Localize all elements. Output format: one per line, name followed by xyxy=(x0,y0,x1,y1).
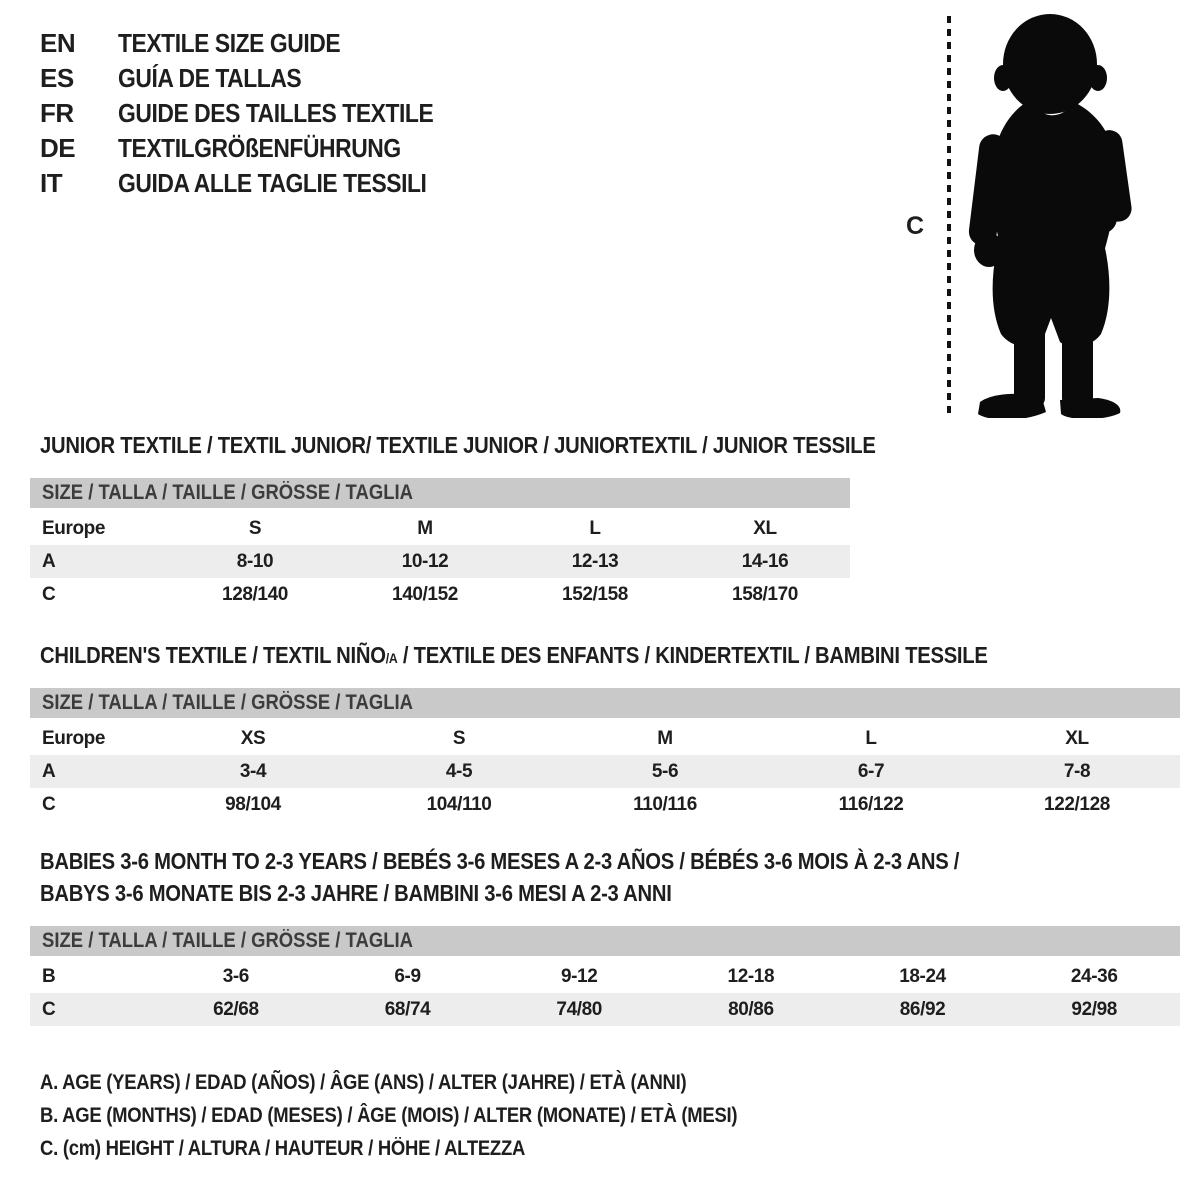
table-row-height xyxy=(30,578,850,611)
cell: 74/80 xyxy=(556,998,602,1020)
lang-title: GUÍA DE TALLAS xyxy=(118,63,302,93)
table-row-months xyxy=(30,960,1180,993)
legend-text: A. AGE (YEARS) / EDAD (AÑOS) / ÂGE (ANS) / ALTER (JAHRE) / ETÀ (ANNI) xyxy=(40,1070,687,1094)
cell: 18-24 xyxy=(899,965,946,987)
row-label: Europe xyxy=(42,517,106,539)
cell: S xyxy=(248,517,262,539)
cell: M xyxy=(417,517,433,539)
size-header-label: SIZE / TALLA / TAILLE / GRÖSSE / TAGLIA xyxy=(42,929,413,952)
lang-code: IT xyxy=(40,168,63,198)
lang-title: TEXTILGRÖßENFÜHRUNG xyxy=(118,133,401,163)
legend-line-b xyxy=(40,1099,832,1132)
lang-row-it xyxy=(40,166,476,201)
cell: 5-6 xyxy=(651,760,679,782)
cell: 7-8 xyxy=(1063,760,1091,782)
cell: 104/110 xyxy=(426,793,492,815)
legend-line-a xyxy=(40,1066,832,1099)
cell: 86/92 xyxy=(899,998,946,1020)
cell: 24-36 xyxy=(1070,965,1118,987)
size-header-bar xyxy=(30,926,1180,956)
cell: 10-12 xyxy=(401,550,449,572)
cell: L xyxy=(589,517,601,539)
row-label: C xyxy=(42,998,56,1020)
table-row-height xyxy=(30,788,1180,821)
cell: 3-6 xyxy=(222,965,249,987)
row-label: Europe xyxy=(42,727,106,749)
baby-silhouette xyxy=(962,12,1142,418)
cell: 6-7 xyxy=(857,760,885,782)
cell: 116/122 xyxy=(838,793,904,815)
legend-line-c xyxy=(40,1132,832,1165)
babies-size-table xyxy=(30,926,1180,1026)
table-row-age xyxy=(30,755,1180,788)
cell: 80/86 xyxy=(728,998,774,1020)
language-title-list xyxy=(40,26,476,201)
size-header-bar xyxy=(30,688,1180,718)
junior-section-title-text: JUNIOR TEXTILE / TEXTIL JUNIOR/ TEXTILE JUNIOR / JUNIORTEXTIL / JUNIOR TESSILE xyxy=(40,432,876,458)
cell: 6-9 xyxy=(394,965,421,987)
size-header-label: SIZE / TALLA / TAILLE / GRÖSSE / TAGLIA xyxy=(42,691,413,714)
row-label: C xyxy=(42,583,56,605)
lang-title: GUIDA ALLE TAGLIE TESSILI xyxy=(118,168,427,198)
cell: 4-5 xyxy=(445,760,473,782)
babies-section-title-text1: BABIES 3-6 MONTH TO 2-3 YEARS / BEBÉS 3-6 MESES A 2-3 AÑOS / BÉBÉS 3-6 MOIS À 2-3 ANS / xyxy=(40,848,960,874)
legend-text: B. AGE (MONTHS) / EDAD (MESES) / ÂGE (MOIS) / ALTER (MONATE) / ETÀ (MESI) xyxy=(40,1103,738,1127)
cell: 62/68 xyxy=(213,998,259,1020)
lang-code: ES xyxy=(40,63,74,93)
lang-code: EN xyxy=(40,28,76,58)
lang-row-fr xyxy=(40,96,476,131)
cell: 140/152 xyxy=(392,583,458,605)
row-label: B xyxy=(42,965,56,987)
table-row-header xyxy=(30,512,850,545)
cell: 3-4 xyxy=(239,760,267,782)
table-row-age xyxy=(30,545,850,578)
measure-legend xyxy=(40,1066,832,1165)
cell: L xyxy=(865,727,877,749)
cell: XL xyxy=(753,517,777,539)
row-label: A xyxy=(42,760,56,782)
size-header-bar xyxy=(30,478,850,508)
cell: 98/104 xyxy=(225,793,281,815)
cell: 158/170 xyxy=(732,583,798,605)
title-pre: CHILDREN'S TEXTILE / TEXTIL NIÑO xyxy=(40,642,386,668)
cell: 8-10 xyxy=(236,550,274,572)
table-row-height xyxy=(30,993,1180,1026)
title-sub: /A xyxy=(385,650,398,666)
children-section-title xyxy=(40,642,1117,669)
cell: S xyxy=(452,727,466,749)
lang-title: GUIDE DES TAILLES TEXTILE xyxy=(118,98,434,128)
lang-row-de xyxy=(40,131,476,166)
cell: XS xyxy=(240,727,266,749)
cell: 12-13 xyxy=(571,550,619,572)
cell: 12-18 xyxy=(727,965,775,987)
height-measure-line xyxy=(947,16,951,418)
cell: 110/116 xyxy=(633,793,697,815)
title-post: / TEXTILE DES ENFANTS / KINDERTEXTIL / BAMBINI TESSILE xyxy=(397,642,988,668)
children-section-title-text xyxy=(40,642,988,669)
row-label: A xyxy=(42,550,56,572)
babies-section-title-line1 xyxy=(40,848,1085,875)
children-size-table xyxy=(30,688,1180,821)
babies-section-title-line2 xyxy=(40,880,758,907)
cell: M xyxy=(657,727,673,749)
lang-row-es xyxy=(40,61,476,96)
junior-size-table xyxy=(30,478,850,611)
table-row-header xyxy=(30,722,1180,755)
legend-text: C. (cm) HEIGHT / ALTURA / HAUTEUR / HÖHE / ALTEZZA xyxy=(40,1136,526,1160)
cell: 68/74 xyxy=(384,998,431,1020)
cell: 122/128 xyxy=(1044,793,1110,815)
cell: 128/140 xyxy=(222,583,288,605)
lang-row-en xyxy=(40,26,476,61)
row-label: C xyxy=(42,793,56,815)
lang-title: TEXTILE SIZE GUIDE xyxy=(118,28,341,58)
cell: XL xyxy=(1065,727,1089,749)
junior-section-title xyxy=(40,432,990,459)
height-measure-label: C xyxy=(906,212,925,240)
lang-code: DE xyxy=(40,133,76,163)
size-header-label: SIZE / TALLA / TAILLE / GRÖSSE / TAGLIA xyxy=(42,481,413,504)
cell: 9-12 xyxy=(560,965,598,987)
cell: 14-16 xyxy=(741,550,789,572)
babies-section-title-text2: BABYS 3-6 MONATE BIS 2-3 JAHRE / BAMBINI 3-6 MESI A 2-3 ANNI xyxy=(40,880,672,906)
lang-code: FR xyxy=(40,98,74,128)
cell: 92/98 xyxy=(1071,998,1117,1020)
cell: 152/158 xyxy=(562,583,628,605)
